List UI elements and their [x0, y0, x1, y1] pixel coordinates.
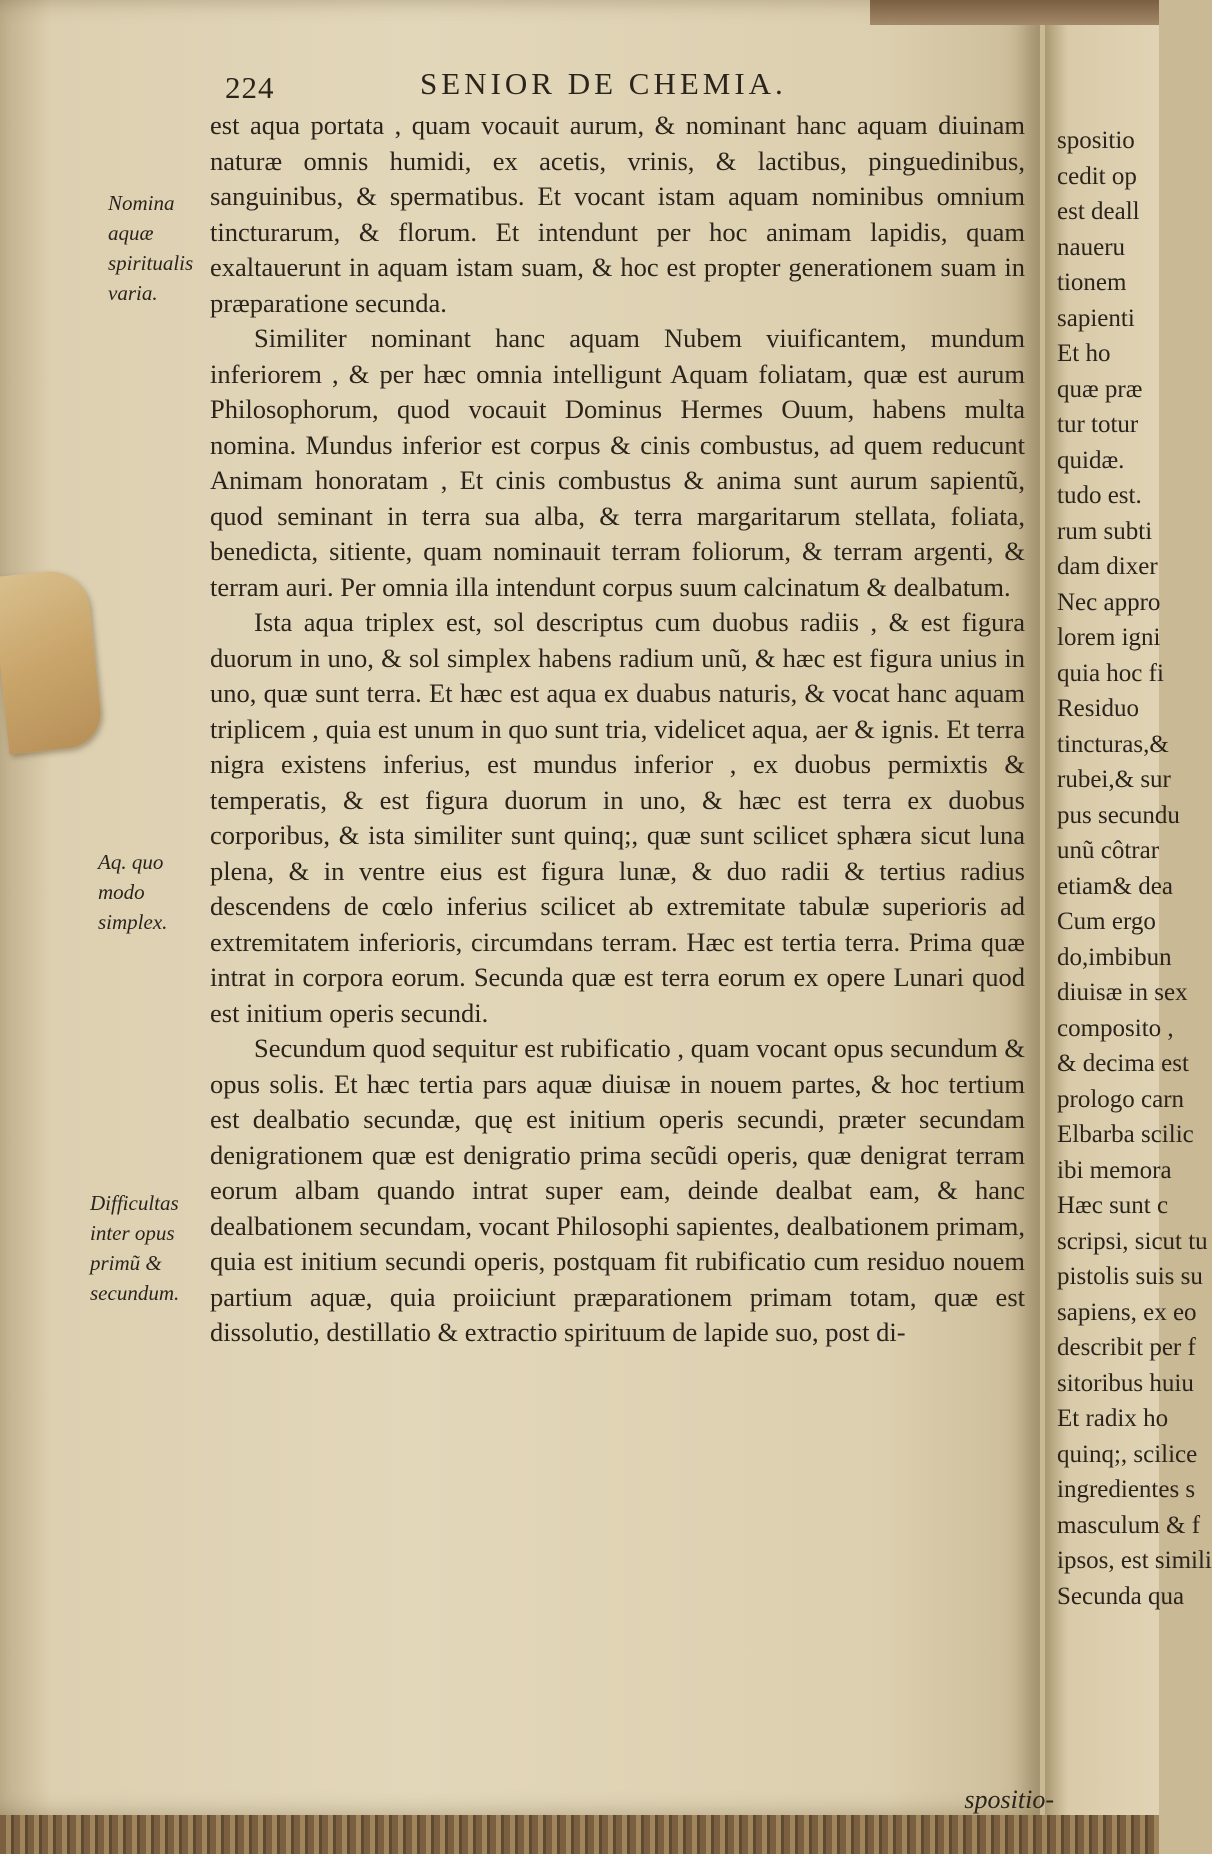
facing-page-line: ingredientes s [1057, 1476, 1196, 1503]
facing-page-line: & decima est [1057, 1050, 1189, 1077]
book-bottom-edge [0, 1815, 1159, 1854]
facing-page-text [1045, 25, 1212, 1614]
facing-page-line: pus secundu [1057, 801, 1180, 829]
running-title: SENIOR DE CHEMIA. [420, 66, 787, 101]
facing-page-line: etiam& dea [1057, 872, 1173, 900]
facing-page-line: tur totur [1057, 411, 1139, 438]
facing-page-line: sapiens, ex eo [1057, 1298, 1197, 1326]
paragraph: est aqua portata , quam vocauit aurum, & nominant hanc aquam diuinam naturæ omnis humidi, ex acetis, vrinis, & lactibus, pinguedinibus, sanguinibus, & spermatibus. Et vocant istam aquam nominibus omnium tincturarum, & florum. Et intendunt per hoc animam lapidis, quam exaltauerunt in aquam istam suam, & hoc est propter generationem suam in præparatione secunda. [210, 110, 1025, 318]
facing-page-line: tincturas,& [1057, 730, 1169, 758]
facing-page-line: Elbarba scilic [1057, 1121, 1194, 1148]
paragraph: Ista aqua triplex est, sol descriptus cum duobus radiis , & est figura duorum in uno, & sol simplex habens radium unũ, & hæc est figura unius in uno, quæ sunt terra. Et hæc est aqua ex duabus naturis, & vocat hanc aquam triplicem , quia est unum in quo sunt tria, videlicet aqua, aer & ignis. Et terra nigra existens inferius, est mundus inferior , ex duobus permixtis & temperatis, & est figura duorum in uno, & hæc est terra ex duobus corporibus, & ista similiter sunt quinq;, quæ sunt scilicet sphæra sicut luna plena, & in ventre eius est figura lunæ, & duo radii & tertius radius descendens de cœlo inferius scilicet ab extremitate tabulæ superioris ad extremitatem inferioris, circumdans terram. Hæc est tertia terra. Prima quæ intrat in corpora eorum. Secunda quæ est terra eorum ex opere Lunari quod est initium operis secundi. [210, 607, 1025, 1028]
facing-page-line: tudo est. [1057, 482, 1142, 509]
margin-note-nomina: Nomina aquæ spiritualis varia. [108, 191, 194, 305]
facing-page-line: pistolis suis su [1057, 1263, 1203, 1290]
facing-page [1045, 25, 1212, 1825]
page-header [225, 66, 1015, 110]
paragraph: Secundum quod sequitur est rubificatio , quam vocant opus secundum & opus solis. Et hæc tertia pars aquæ diuisæ in nouem partes, & hoc tertium est dealbatio secundæ, quę est initium operis secundi, præter secundam denigrationem quæ est denigratio prima secũdi operis, quæ denigrat terram eorum albam quando intrat super eam, deinde dealbat eam, & hanc dealbationem secundam, vocant Philosophi sapientes, dealbationem primam, quia est initium secundi operis, postquam fit rubificatio cum residuo nouem partium aquæ, quia proiiciunt præparationem primam totam, quæ est dissolutio, destillatio & extractio spirituum de lapide suo, post di- [210, 1033, 1025, 1347]
facing-page-line: Et radix ho [1057, 1405, 1169, 1432]
paragraph: Similiter nominant hanc aquam Nubem viuificantem, mundum inferiorem , & per hæc omnia intelligunt Aquam foliatam, quæ est aurum Philosophorum, quod vocauit Dominus Hermes Ouum, habens multa nomina. Mundus inferior est corpus & cinis combustus, ad quem reducunt Animam honoratam , Et cinis combustus & anima sunt aurum sapientũ, quod seminant in terra sua alba, & terra margaritarum stellata, foliata, benedicta, sitiente, quam nominauit terram foliorum, & terram argenti, & terram auri. Per omnia illa intendunt corpus suum calcinatum & dealbatum. [210, 323, 1025, 602]
facing-page-line: rubei,& sur [1057, 766, 1171, 793]
catchword: spositio- [964, 1785, 1054, 1814]
facing-page-line: do,imbibun [1057, 943, 1172, 971]
facing-page-line: tionem [1057, 269, 1127, 296]
facing-page-line: prologo carn [1057, 1085, 1185, 1113]
facing-page-line: Residuo [1057, 695, 1139, 722]
margin-note-difficultas: Difficultas inter opus primũ & secundum. [90, 1191, 180, 1305]
facing-page-line: spositio [1057, 127, 1135, 154]
facing-page-line: lorem igni [1057, 624, 1161, 651]
facing-page-line: sapienti [1057, 304, 1135, 332]
facing-page-line: scripsi, sicut tu [1057, 1227, 1208, 1255]
facing-page-line: sitoribus huiu [1057, 1369, 1194, 1397]
facing-page-line: ibi memora [1057, 1156, 1172, 1184]
facing-page-line: Hæc sunt c [1057, 1192, 1169, 1219]
facing-page-line: est deall [1057, 198, 1140, 225]
facing-page-line: masculum & f [1057, 1511, 1201, 1539]
facing-page-line: quidæ. [1057, 446, 1125, 474]
facing-page-line: Nec appro [1057, 588, 1161, 616]
facing-page-line: cedit op [1057, 162, 1137, 190]
facing-page-line: Et ho [1057, 340, 1111, 367]
facing-page-line: describit per f [1057, 1334, 1196, 1361]
facing-page-line: naueru [1057, 233, 1126, 261]
facing-page-line: quæ præ [1057, 375, 1143, 403]
facing-page-line: rum subti [1057, 517, 1153, 545]
facing-page-line: dam dixer [1057, 553, 1158, 580]
facing-page-line: diuisæ in sex [1057, 979, 1188, 1006]
facing-page-line: unũ côtrar [1057, 837, 1160, 864]
main-text [210, 108, 1025, 1351]
facing-page-line: ipsos, est simili [1057, 1547, 1212, 1574]
facing-page-line: quinq;, scilice [1057, 1440, 1198, 1468]
facing-page-line: Cum ergo [1057, 908, 1156, 935]
book-top-edge [870, 0, 1159, 25]
facing-page-line: composito , [1057, 1014, 1174, 1042]
facing-page-line: quia hoc fi [1057, 659, 1164, 687]
margin-note-aqua: Aq. quo modo simplex. [98, 850, 168, 934]
facing-page-line: Secunda qua [1057, 1582, 1185, 1610]
page-number: 224 [225, 70, 275, 105]
